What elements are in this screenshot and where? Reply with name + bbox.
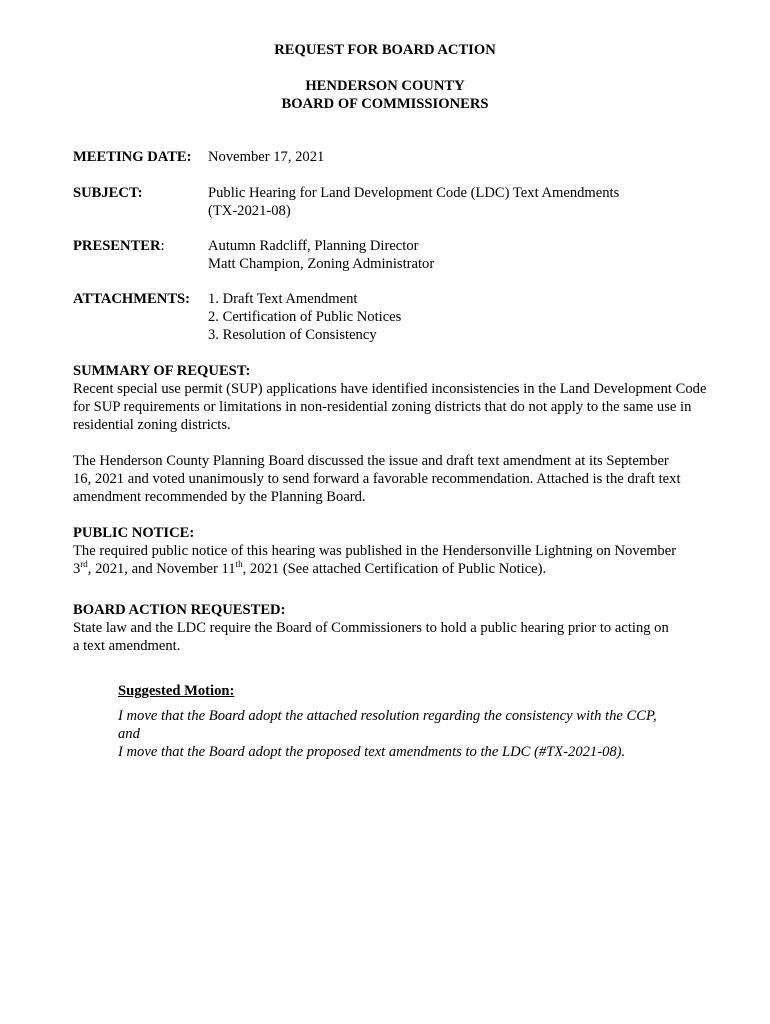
public-notice-line <box>73 560 713 578</box>
board-action-title: BOARD ACTION REQUESTED: <box>73 602 286 618</box>
suggested-motion-section <box>118 682 718 761</box>
summary-line: The Henderson County Planning Board discussed the issue and draft text amendment at its September <box>73 453 669 469</box>
public-notice-section <box>73 524 713 578</box>
summary-line: for SUP requirements or limitations in non-residential zoning districts that do not apply to the same use in <box>73 399 692 415</box>
summary-section <box>73 362 713 434</box>
ordinal-suffix: rd <box>80 559 88 570</box>
summary-paragraph-2 <box>73 452 713 506</box>
ordinal-suffix: th <box>235 559 243 570</box>
subject-value <box>208 184 619 220</box>
presenter-line: Matt Champion, Zoning Administrator <box>208 256 435 272</box>
presenter-value <box>208 237 434 273</box>
motion-line: I move that the Board adopt the attached resolution regarding the consistency with the CCP, <box>118 708 657 724</box>
presenter-label <box>73 237 165 255</box>
attachments-label: ATTACHMENTS: <box>73 291 191 307</box>
board-name: BOARD OF COMMISSIONERS <box>281 96 489 112</box>
meeting-date-value: November 17, 2021 <box>208 149 325 165</box>
subject-line: Public Hearing for Land Development Code (LDC) Text Amendments <box>208 185 620 201</box>
notice-date-part: , 2021 (See attached Certification of Public Notice). <box>242 561 547 577</box>
public-notice-line: The required public notice of this hearing was published in the Hendersonville Lightning on November <box>73 543 677 559</box>
board-action-line: State law and the LDC require the Board of Commissioners to hold a public hearing prior to acting on <box>73 620 669 636</box>
summary-line: residential zoning districts. <box>73 417 231 433</box>
attachments-list <box>208 290 401 344</box>
attachment-item: 3. Resolution of Consistency <box>208 327 377 343</box>
motion-line: and <box>118 726 140 742</box>
attachment-item: 2. Certification of Public Notices <box>208 309 402 325</box>
summary-line: amendment recommended by the Planning Board. <box>73 489 366 505</box>
presenter-label-colon: : <box>160 238 165 254</box>
notice-date-part: 3 <box>73 561 81 577</box>
public-notice-title: PUBLIC NOTICE: <box>73 525 195 541</box>
document-title: REQUEST FOR BOARD ACTION <box>274 42 496 58</box>
attachment-item: 1. Draft Text Amendment <box>208 291 358 307</box>
board-action-section <box>73 601 713 655</box>
notice-date-part: , 2021, and November 11 <box>87 561 236 577</box>
subject-line: (TX-2021-08) <box>208 203 291 219</box>
presenter-label-text: PRESENTER <box>73 238 161 254</box>
meeting-date-label: MEETING DATE: <box>73 149 192 165</box>
suggested-motion-title: Suggested Motion: <box>118 683 235 699</box>
subject-label: SUBJECT: <box>73 185 143 201</box>
board-action-line: a text amendment. <box>73 638 181 654</box>
summary-line: 16, 2021 and voted unanimously to send forward a favorable recommendation. Attached is the draft text <box>73 471 681 487</box>
summary-title: SUMMARY OF REQUEST: <box>73 363 251 379</box>
summary-paragraph-1 <box>73 380 713 434</box>
county-name: HENDERSON COUNTY <box>305 78 465 94</box>
summary-line: Recent special use permit (SUP) applications have identified inconsistencies in the Land Development Code <box>73 381 707 397</box>
motion-line: I move that the Board adopt the proposed text amendments to the LDC (#TX-2021-08). <box>118 744 626 760</box>
presenter-line: Autumn Radcliff, Planning Director <box>208 238 419 254</box>
